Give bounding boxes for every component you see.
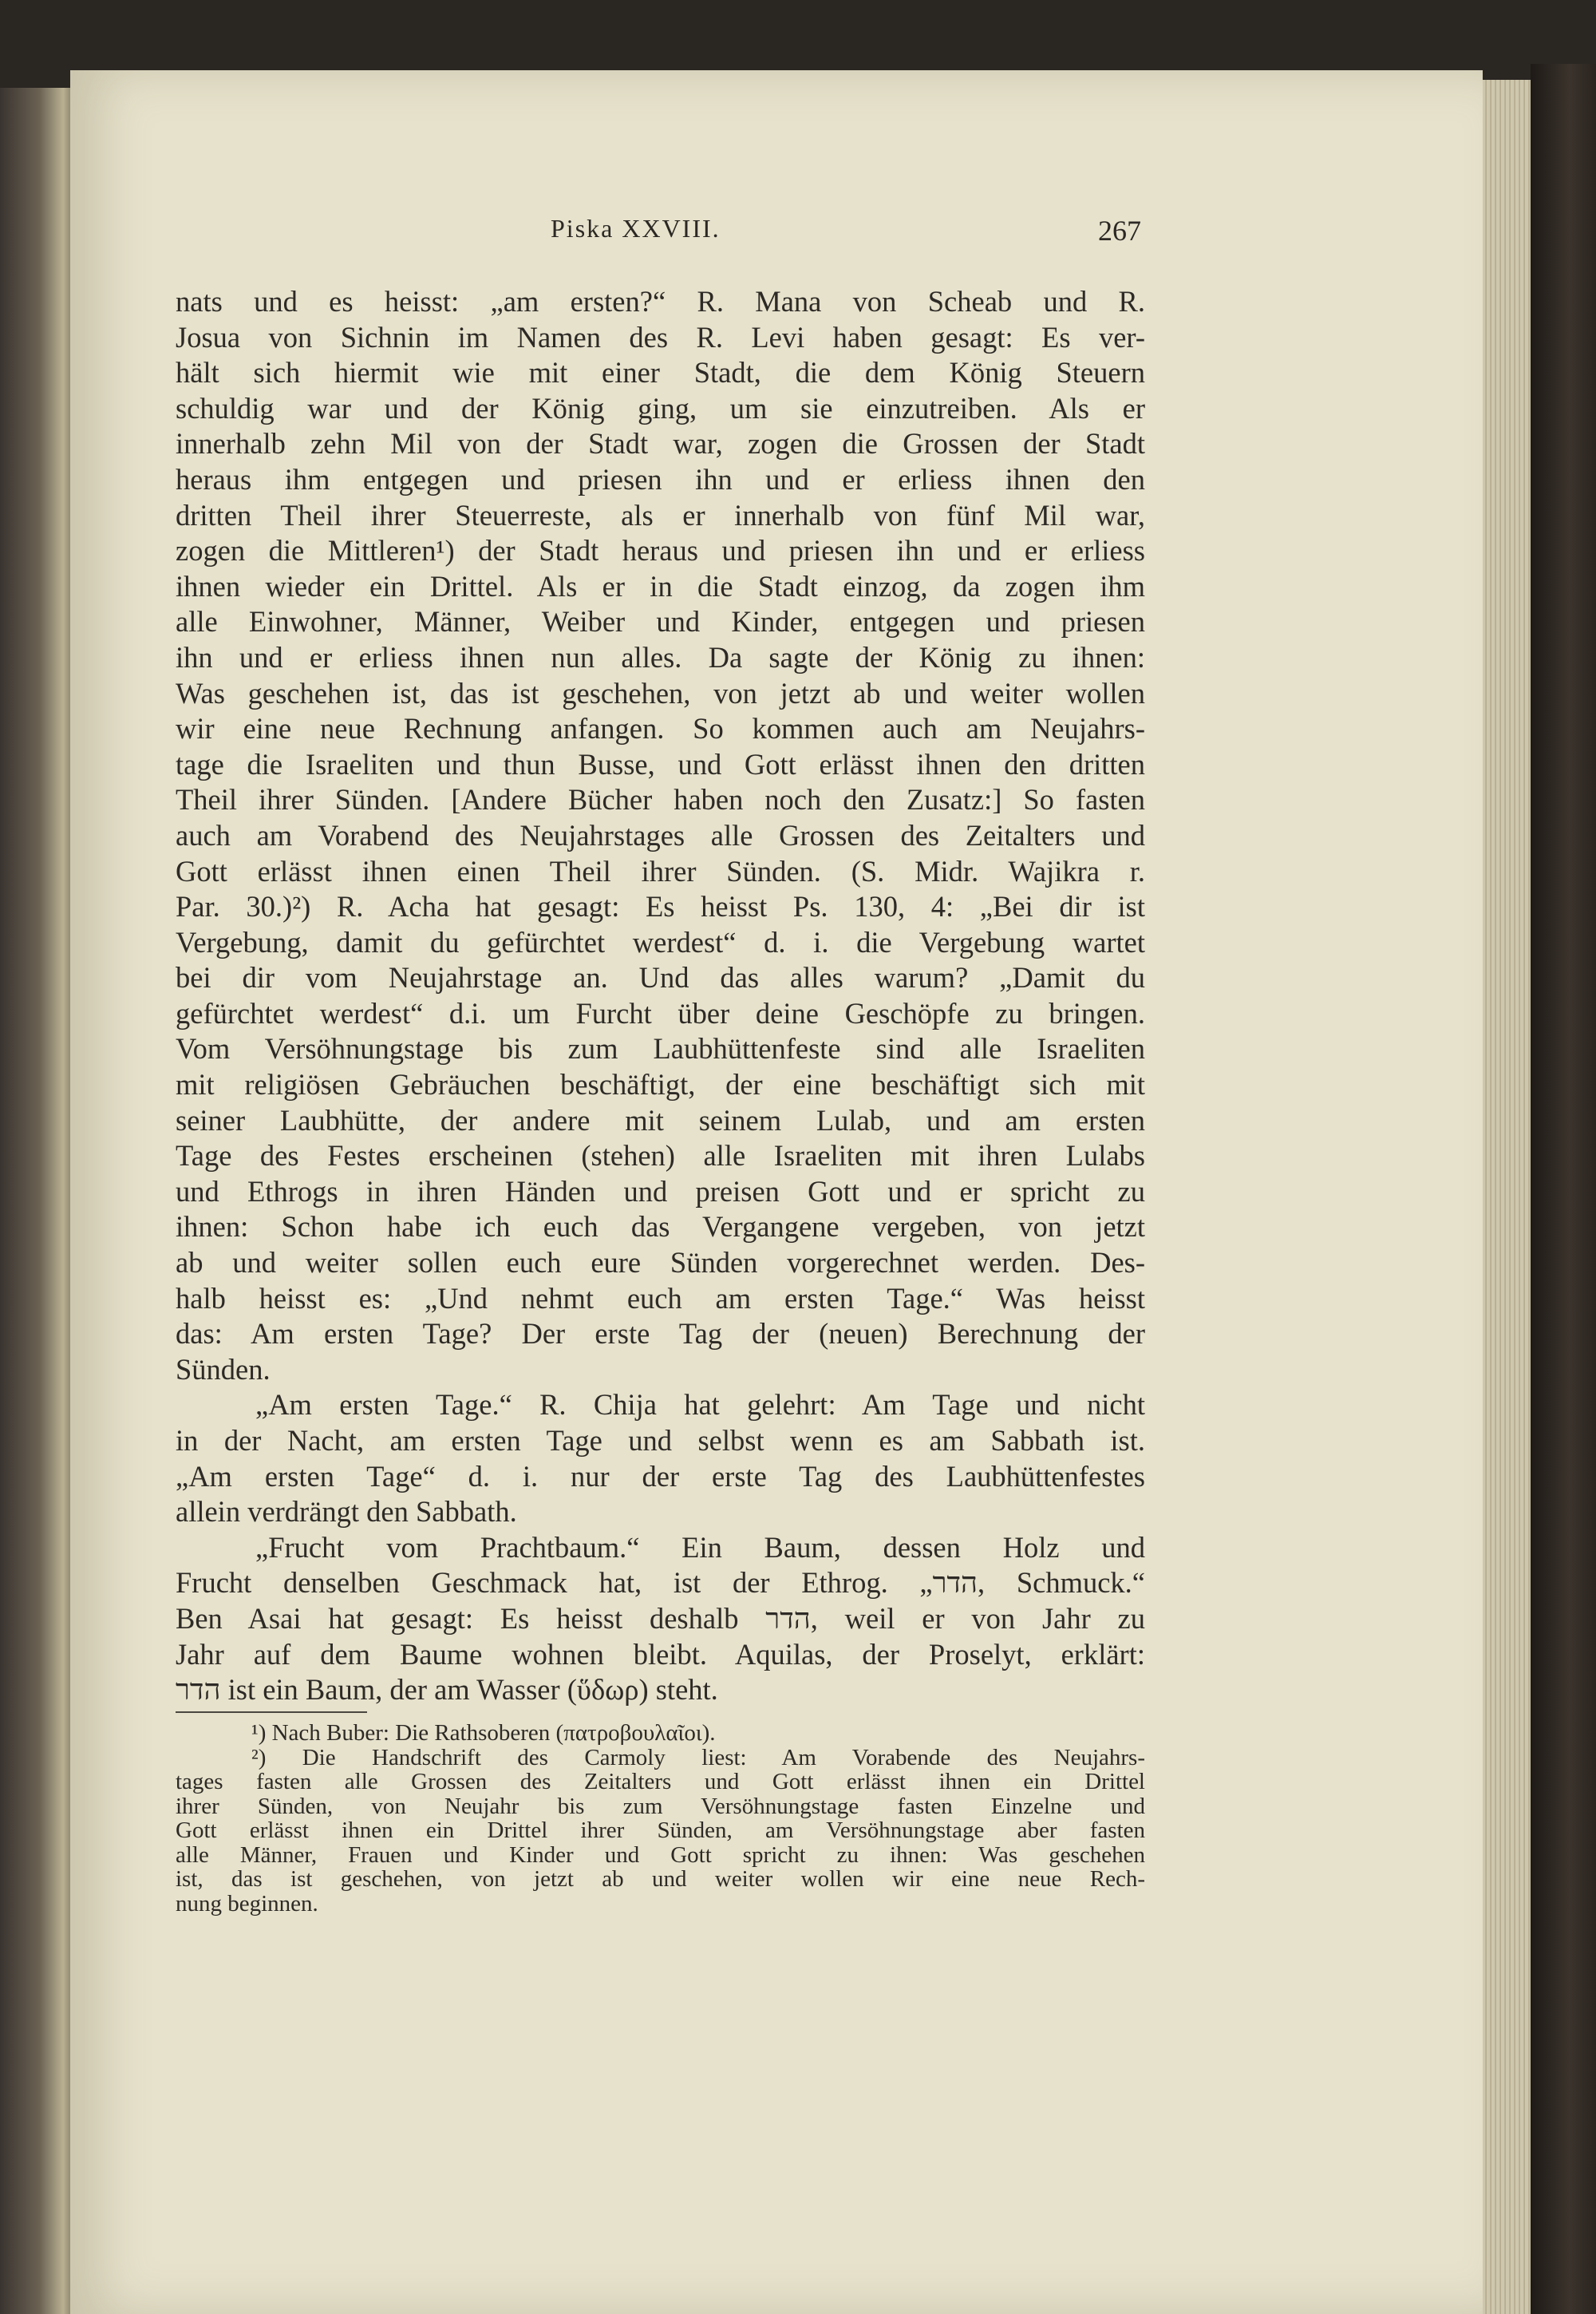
page-number: 267: [1098, 215, 1141, 247]
footnote-line: ist, das ist geschehen, von jetzt ab und weiter wollen wir eine neue Rech-: [176, 1866, 1145, 1892]
body-line: הדר ist ein Baum, der am Wasser (ὕδωρ) steht.: [176, 1673, 718, 1707]
body-line: Jahr auf dem Baume wohnen bleibt. Aquilas, der Proselyt, erklärt:: [176, 1637, 1145, 1671]
body-line: halb heisst es: „Und nehmt euch am ersten Tage.“ Was heisst: [176, 1281, 1145, 1315]
body-line: gefürchtet werdest“ d.i. um Furcht über deine Geschöpfe zu bringen.: [176, 996, 1145, 1030]
footnote-line: ihrer Sünden, von Neujahr bis zum Versöhnungstage fasten Einzelne und: [176, 1793, 1145, 1819]
body-line: wir eine neue Rechnung anfangen. So kommen auch am Neujahrs-: [176, 712, 1145, 746]
body-line: innerhalb zehn Mil von der Stadt war, zogen die Grossen der Stadt: [176, 427, 1145, 461]
footnote-line: ¹) Nach Buber: Die Rathsoberen (πατροβουλαῖοι).: [251, 1720, 716, 1746]
body-line: nats und es heisst: „am ersten?“ R. Mana von Scheab und R.: [176, 285, 1145, 318]
body-line: hält sich hiermit wie mit einer Stadt, die dem König Steuern: [176, 356, 1145, 390]
body-line: das: Am ersten Tage? Der erste Tag der (neuen) Berechnung der: [176, 1317, 1145, 1351]
body-line: mit religiösen Gebräuchen beschäftigt, der eine beschäftigt sich mit: [176, 1068, 1145, 1102]
body-line: „Am ersten Tage“ d. i. nur der erste Tag des Laubhüttenfestes: [176, 1459, 1145, 1493]
body-line: „Am ersten Tage.“ R. Chija hat gelehrt: Am Tage und nicht: [255, 1388, 1145, 1422]
running-head-title: Piska XXVIII.: [551, 214, 721, 243]
footnote-line: nung beginnen.: [176, 1890, 318, 1916]
body-line: Was geschehen ist, das ist geschehen, von jetzt ab und weiter wollen: [176, 676, 1145, 710]
body-line: Par. 30.)²) R. Acha hat gesagt: Es heisst Ps. 130, 4: „Bei dir ist: [176, 890, 1145, 924]
body-line: „Frucht vom Prachtbaum.“ Ein Baum, dessen Holz und: [255, 1530, 1145, 1564]
body-line: Sünden.: [176, 1352, 271, 1386]
body-line: ihn und er erliess ihnen nun alles. Da sagte der König zu ihnen:: [176, 640, 1145, 674]
body-line: bei dir vom Neujahrstage an. Und das alles warum? „Damit du: [176, 961, 1145, 995]
body-line: auch am Vorabend des Neujahrstages alle Grossen des Zeitalters und: [176, 818, 1145, 852]
footnotes: [176, 1721, 1145, 1916]
body-line: heraus ihm entgegen und priesen ihn und er erliess ihnen den: [176, 462, 1145, 496]
body-line: Ben Asai hat gesagt: Es heisst deshalb הדר, weil er von Jahr zu: [176, 1601, 1145, 1635]
body-line: Theil ihrer Sünden. [Andere Bücher haben noch den Zusatz:] So fasten: [176, 783, 1145, 817]
book-cover-edge: [1531, 64, 1596, 2314]
body-line: Frucht denselben Geschmack hat, ist der Ethrog. „הדר, Schmuck.“: [176, 1566, 1145, 1600]
body-line: schuldig war und der König ging, um sie einzutreiben. Als er: [176, 391, 1145, 425]
body-line: Tage des Festes erscheinen (stehen) alle Israeliten mit ihren Lulabs: [176, 1139, 1145, 1173]
body-line: alle Einwohner, Männer, Weiber und Kinder, entgegen und priesen: [176, 605, 1145, 639]
body-line: ihnen wieder ein Drittel. Als er in die Stadt einzog, da zogen ihm: [176, 569, 1145, 603]
body-line: seiner Laubhütte, der andere mit seinem Lulab, und am ersten: [176, 1103, 1145, 1137]
body-line: tage die Israeliten und thun Busse, und Gott erlässt ihnen den dritten: [176, 747, 1145, 781]
body-line: allein verdrängt den Sabbath.: [176, 1495, 517, 1529]
left-binding: [0, 88, 72, 2314]
footnote-line: ²) Die Handschrift des Carmoly liest: Am Vorabende des Neujahrs-: [251, 1744, 1145, 1770]
body-line: Vergebung, damit du gefürchtet werdest“ d. i. die Vergebung wartet: [176, 925, 1145, 959]
body-line: in der Nacht, am ersten Tage und selbst wenn es am Sabbath ist.: [176, 1424, 1145, 1457]
footnote-line: Gott erlässt ihnen ein Drittel ihrer Sünden, am Versöhnungstage aber fasten: [176, 1818, 1145, 1843]
body-line: dritten Theil ihrer Steuerreste, als er innerhalb von fünf Mil war,: [176, 498, 1145, 532]
body-line: Josua von Sichnin im Namen des R. Levi haben gesagt: Es ver-: [176, 320, 1145, 354]
page-edges: [1483, 80, 1531, 2314]
footnote-line: tages fasten alle Grossen des Zeitalters und Gott erlässt ihnen ein Drittel: [176, 1769, 1145, 1794]
body-text: [176, 284, 1145, 1708]
body-line: ihnen: Schon habe ich euch das Vergangene vergeben, von jetzt: [176, 1210, 1145, 1244]
body-line: Vom Versöhnungstage bis zum Laubhüttenfeste sind alle Israeliten: [176, 1032, 1145, 1066]
body-line: ab und weiter sollen euch eure Sünden vorgerechnet werden. Des-: [176, 1246, 1145, 1280]
body-line: Gott erlässt ihnen einen Theil ihrer Sünden. (S. Midr. Wajikra r.: [176, 854, 1145, 888]
footnote-line: alle Männer, Frauen und Kinder und Gott spricht zu ihnen: Was geschehen: [176, 1841, 1145, 1868]
body-line: zogen die Mittleren¹) der Stadt heraus und priesen ihn und er erliess: [176, 534, 1145, 568]
body-line: und Ethrogs in ihren Händen und preisen Gott und er spricht zu: [176, 1174, 1145, 1208]
footnote-rule: [176, 1711, 367, 1713]
running-head: [551, 214, 1141, 254]
